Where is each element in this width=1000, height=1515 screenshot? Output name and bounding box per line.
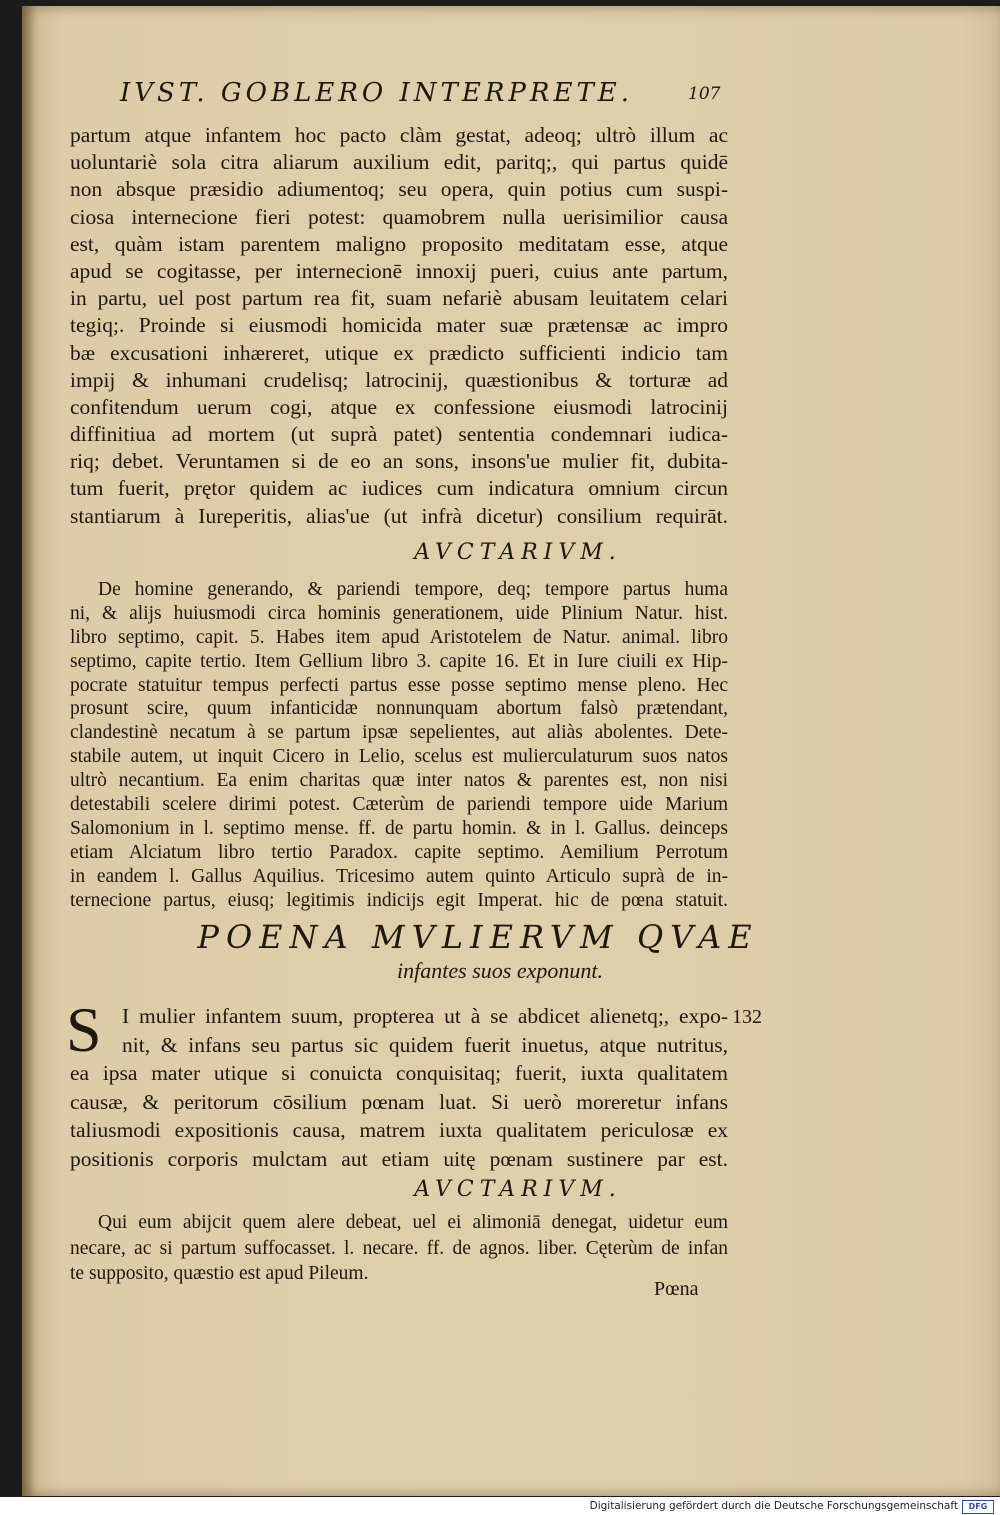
text-line: nit, & infans seu partus sic quidem fuerit inuetus, atque nutritus, — [122, 1032, 728, 1057]
text-line: necare, ac si partum suffocasset. l. necare. ff. de agnos. liber. Cęterùm de infan — [70, 1237, 728, 1259]
paragraph-3 — [70, 1002, 728, 1174]
text-line: clandestinè necatum à se partum ipsæ sepelientes, aut aliàs abolentes. Dete- — [70, 722, 728, 744]
auctarium-heading-1: AVCTARIVM. — [414, 540, 622, 565]
text-line: stantiarum à Iureperitis, alias'ue (ut infrà dicetur) consilium requirāt. — [70, 503, 728, 528]
text-line: causæ, & peritorum cōsilium pœnam luat. Si uerò moreretur infans — [70, 1089, 728, 1114]
catchword: Pœna — [654, 1278, 699, 1300]
text-line: De homine generando, & pariendi tempore, deq; tempore partus huma — [98, 579, 728, 600]
text-line: tum fuerit, prętor quidem ac iudices cum indicatura omnium circun — [70, 476, 728, 501]
text-line: ea ipsa mater utique si conuicta conquisitaq; fuerit, iuxta qualitatem — [70, 1061, 728, 1086]
dfg-logo-icon: DFG — [962, 1500, 994, 1514]
text-line: tegiq;. Proinde si eiusmodi homicida mater suæ prætensæ ac impro — [70, 313, 728, 338]
text-line: partum atque infantem hoc pacto clàm gestat, adeoq; ultrò illum ac — [70, 123, 728, 147]
text-line: positionis corporis mulctam aut etiam uitę pœnam sustinere par est. — [70, 1146, 728, 1171]
text-line: apud se cogitasse, per internecionē innoxij pueri, cuius ante partum, — [70, 258, 728, 283]
drop-capital: S — [66, 994, 102, 1065]
text-line: confitendum uerum cogi, atque ex confessione eiusmodi latrocinij — [70, 394, 728, 419]
text-line: I mulier infantem suum, propterea ut à se abdicet alienetq;, expo- — [122, 1004, 728, 1028]
text-line: septimo, capite tertio. Item Gellium libro 3. capite 16. Et in Iure ciuili ex Hip- — [70, 650, 728, 672]
text-line: stabile autem, ut inquit Cicero in Lelio, scelus est mulierculaturum suos natos — [70, 746, 728, 768]
section-subtitle: infantes suos exponunt. — [397, 958, 603, 983]
text-line: diffinitiua ad mortem (ut suprà patet) sententia condemnari iudica- — [70, 422, 728, 447]
text-line: libro septimo, capit. 5. Habes item apud Aristotelem de Natur. animal. libro — [70, 626, 728, 648]
text-line: detestabili scelere dirimi potest. Cæterùm de pariendi tempore uide Marium — [70, 794, 728, 816]
auctarium-heading-2: AVCTARIVM. — [414, 1177, 622, 1202]
paragraph-2 — [70, 578, 728, 912]
text-line: in partu, uel post partum rea fit, suam nefariè abusam leuitatem celari — [70, 286, 728, 311]
text-line: ni, & alijs huiusmodi circa hominis generationem, uide Plinium Natur. hist. — [70, 602, 728, 624]
funding-credit: Digitalisierung gefördert durch die Deutsche Forschungsgemeinschaft — [589, 1500, 958, 1512]
paragraph-4 — [70, 1210, 728, 1287]
text-line: pocrate statuitur tempus perfecti partus esse posse septimo mense pleno. Hec — [70, 674, 728, 696]
text-line: ternecione partus, eiusq; legitimis indicijs egit Imperat. hic de pœna statuit. — [70, 889, 728, 911]
text-line: ultrò necantium. Ea enim charitas quæ inter natos & parentes est, non nisi — [70, 770, 728, 792]
text-line: etiam Alciatum libro tertio Paradox. capite septimo. Aemilium Perrotum — [70, 841, 728, 863]
folio-number: 107 — [688, 84, 721, 104]
running-title: IVST. GOBLERO INTERPRETE. — [120, 78, 634, 108]
text-line: prosunt scire, quum infanticidæ nonnunquam abortum falsò prætendant, — [70, 698, 728, 720]
text-line: uoluntariè sola citra aliarum auxilium edit, paritq;, qui partus quidē — [70, 150, 728, 175]
text-line: taliusmodi expositionis causa, matrem iuxta qualitatem periculosæ ex — [70, 1118, 728, 1143]
text-line: riq; debet. Veruntamen si de eo an sons, insons'ue mulier fit, dubita- — [70, 449, 728, 474]
text-line: in eandem l. Gallus Aquilius. Tricesimo autem quinto Articulo suprà de in- — [70, 865, 728, 887]
text-line: te supposito, quæstio est apud Pileum. — [70, 1263, 369, 1284]
section-title: POENA MVLIERVM QVAE — [197, 918, 759, 956]
text-line: Qui eum abijcit quem alere debeat, uel ei alimoniā denegat, uidetur eum — [98, 1212, 728, 1233]
text-line: est, quàm istam parentem maligno proposito meditatam esse, atque — [70, 231, 728, 256]
text-line: ciosa internecione fieri potest: quamobrem nulla uerisimilior causa — [70, 204, 728, 229]
text-line: non absque præsidio adiumentoq; seu opera, quin potius cum suspi- — [70, 177, 728, 202]
text-line: impij & inhumani crudelisq; latrocinij, quæstionibus & torturæ ad — [70, 367, 728, 392]
margin-number: 132 — [732, 1006, 762, 1028]
text-line: Salomonium in l. septimo mense. ff. de partu homin. & in l. Gallus. deinceps — [70, 817, 728, 839]
text-line: bæ excusationi inhæreret, utique ex prædicto sufficienti indicio tam — [70, 340, 728, 365]
paragraph-1 — [70, 122, 728, 530]
